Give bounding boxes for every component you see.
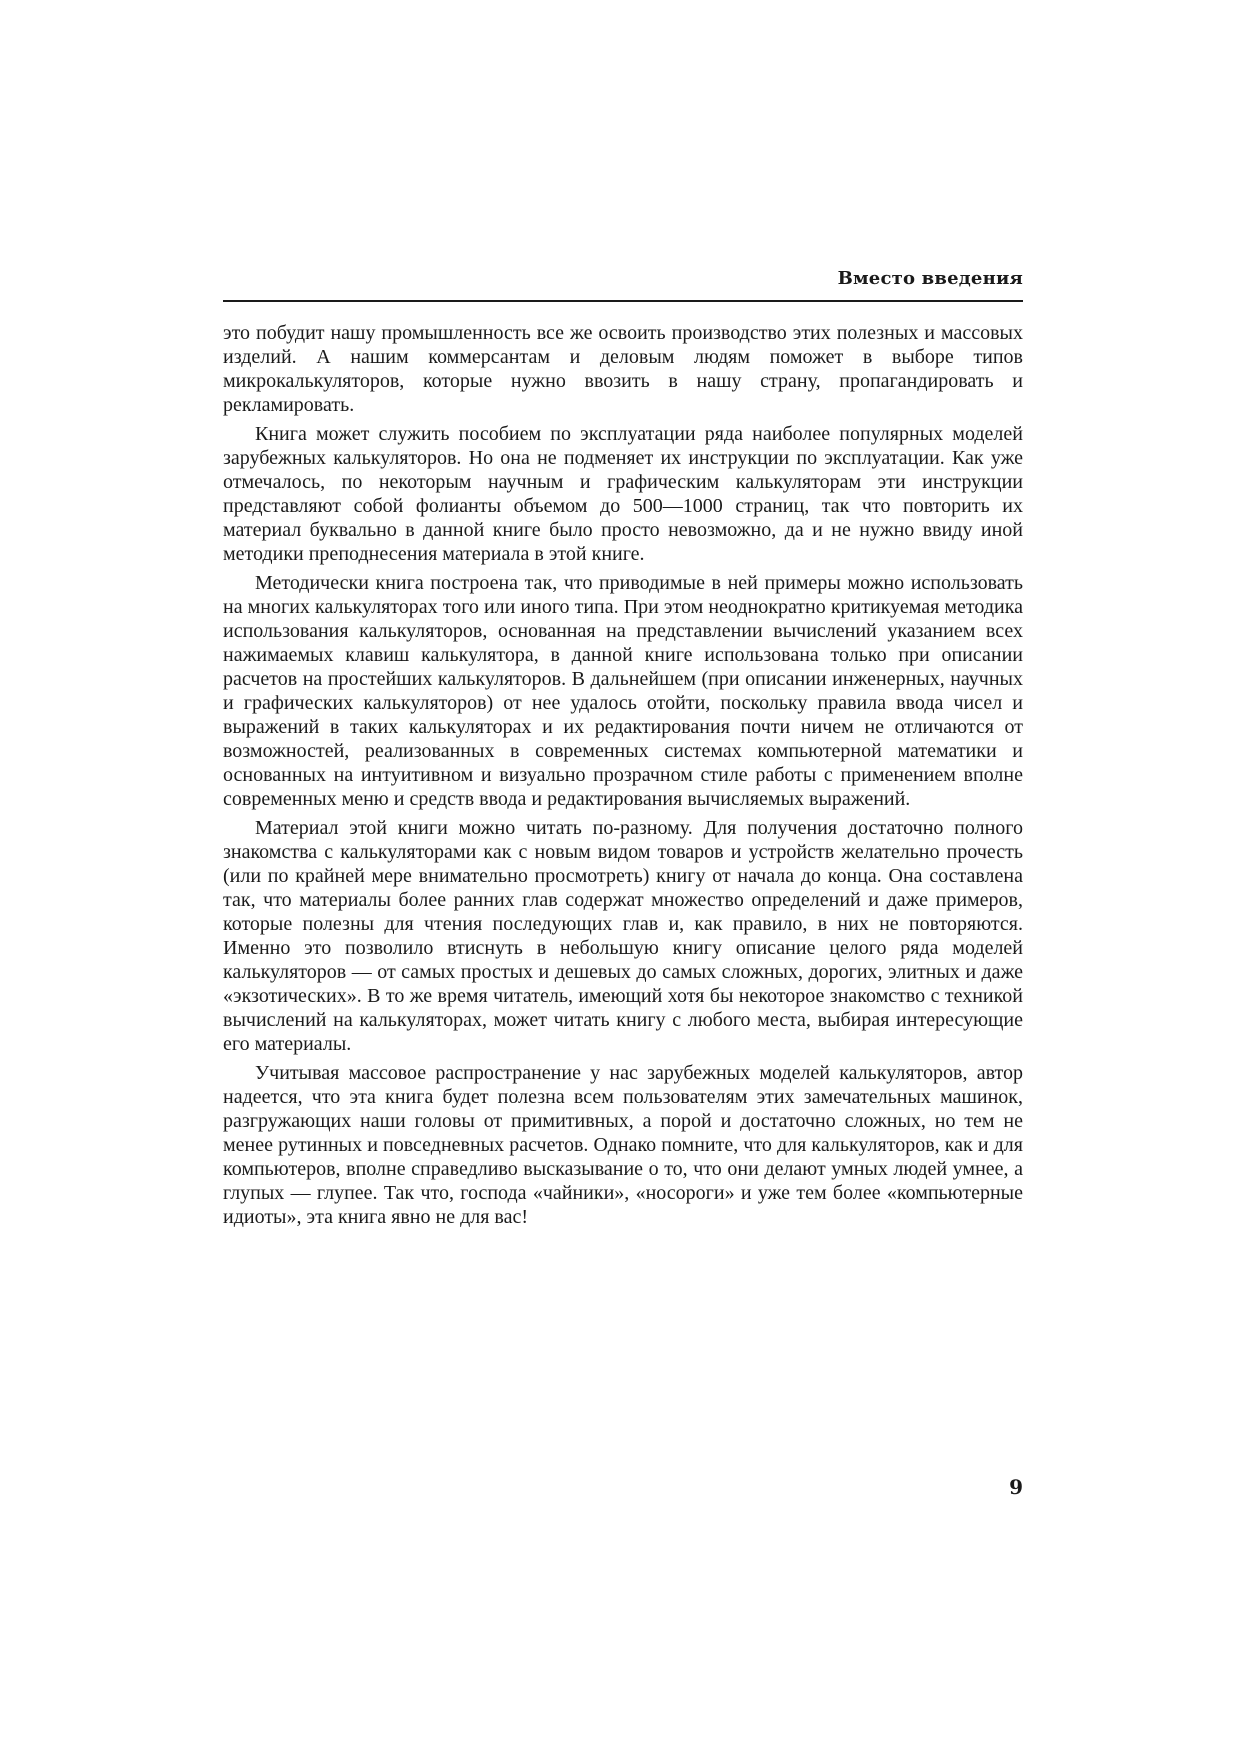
running-head-title: Вместо введения	[837, 268, 1023, 289]
paragraph-5: Учитывая массовое распространение у нас зарубежных моделей калькуляторов, автор надеется, что эта книга будет полезна всем пользователям этих замечательных машинок, разгружающих наши головы от примитивных, а порой и достаточно сложных, но тем не менее рутинных и повседневных расчетов. Однако помните, что для калькуляторов, как и для компьютеров, вполне справедливо высказывание о то, что они делают умных людей умнее, а глупых — глупее. Так что, господа «чайники», «носороги» и уже тем более «компьютерные идиоты», эта книга явно не для вас!	[223, 1062, 1023, 1228]
paragraph-2: Книга может служить пособием по эксплуатации ряда наиболее популярных моделей зарубежных калькуляторов. Но она не подменяет их инструкции по эксплуатации. Как уже отмечалось, по некоторым научным и графическим калькуляторам эти инструкции представляют собой фолианты объемом до 500—1000 страниц, так что повторить их материал буквально в данной книге было просто невозможно, да и не нужно ввиду иной методики преподнесения материала в этой книге.	[223, 423, 1023, 565]
body-text	[223, 321, 1023, 1234]
page-number: 9	[1009, 1475, 1023, 1499]
header-rule	[223, 300, 1023, 302]
paragraph-1: это побудит нашу промышленность все же освоить производство этих полезных и массовых изделий. А нашим коммерсантам и деловым людям поможет в выборе типов микрокалькуляторов, которые нужно ввозить в нашу страну, пропагандировать и рекламировать.	[223, 322, 1023, 416]
paragraph-3: Методически книга построена так, что приводимые в ней примеры можно использовать на многих калькуляторах того или иного типа. При этом неоднократно критикуемая методика использования калькуляторов, основанная на представлении вычислений указанием всех нажимаемых клавиш калькулятора, в данной книге использована только при описании расчетов на простейших калькуляторов. В дальнейшем (при описании инженерных, научных и графических калькуляторов) от нее удалось отойти, поскольку правила ввода чисел и выражений в таких калькуляторах и их редактирования почти ничем не отличаются от возможностей, реализованных в современных системах компьютерной математики и основанных на интуитивном и визуально прозрачном стиле работы с применением вполне современных меню и средств ввода и редактирования вычисляемых выражений.	[223, 572, 1023, 810]
paragraph-4: Материал этой книги можно читать по-разному. Для получения достаточно полного знакомства с калькуляторами как с новым видом товаров и устройств желательно прочесть (или по крайней мере внимательно просмотреть) книгу от начала до конца. Она составлена так, что материалы более ранних глав содержат множество определений и даже примеров, которые полезны для чтения последующих глав и, как правило, в них не повторяются. Именно это позволило втиснуть в небольшую книгу описание целого ряда моделей калькуляторов — от самых простых и дешевых до самых сложных, дорогих, элитных и даже «экзотических». В то же время читатель, имеющий хотя бы некоторое знакомство с техникой вычислений на калькуляторах, может читать книгу с любого места, выбирая интересующие его материалы.	[223, 817, 1023, 1055]
